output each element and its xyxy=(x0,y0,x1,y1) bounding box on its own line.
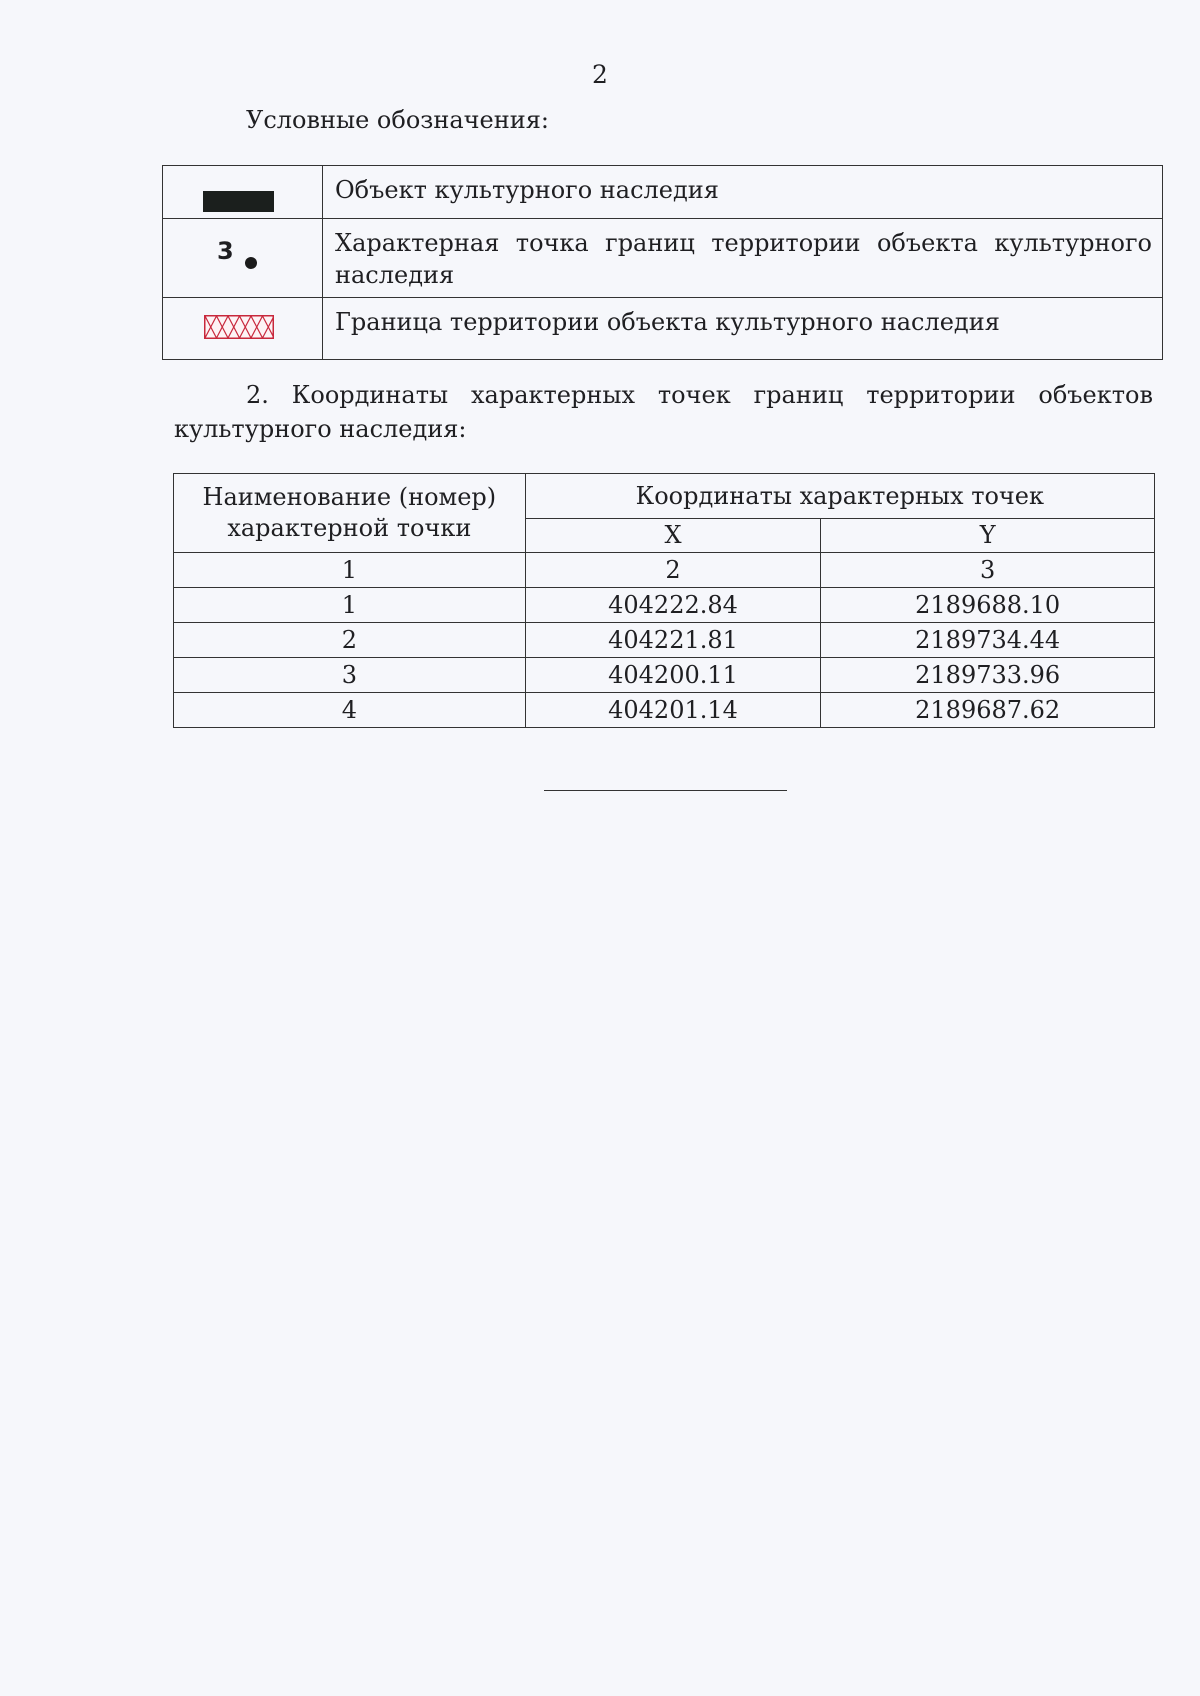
y-coordinate-cell: 2189734.44 xyxy=(821,623,1155,658)
legend-title: Условные обозначения: xyxy=(246,106,549,134)
table-row xyxy=(174,693,1155,728)
point-number-cell: 1 xyxy=(174,588,526,623)
table-row xyxy=(174,623,1155,658)
numbering-cell: 1 xyxy=(174,553,526,588)
filled-rectangle-icon xyxy=(203,191,274,212)
legend-symbol-cell xyxy=(163,298,323,360)
numbering-cell: 3 xyxy=(821,553,1155,588)
y-coordinate-cell: 2189687.62 xyxy=(821,693,1155,728)
legend-row-point xyxy=(163,219,1163,298)
header-x: X xyxy=(525,519,821,553)
x-coordinate-cell: 404222.84 xyxy=(525,588,821,623)
page-number: 2 xyxy=(592,60,608,89)
legend-label-point: Характерная точка границ территории объекта культурного наследия xyxy=(323,219,1163,298)
section-paragraph xyxy=(174,378,1153,446)
legend-symbol-cell xyxy=(163,166,323,219)
x-coordinate-cell: 404201.14 xyxy=(525,693,821,728)
legend-label-object: Объект культурного наследия xyxy=(323,166,1163,219)
point-number-cell: 3 xyxy=(174,658,526,693)
legend-symbol-cell xyxy=(163,219,323,298)
legend-label-boundary: Граница территории объекта культурного наследия xyxy=(323,298,1163,360)
point-dot-icon xyxy=(245,257,257,269)
legend-row-object xyxy=(163,166,1163,219)
point-marker-icon xyxy=(217,237,234,265)
table-header-row xyxy=(174,474,1155,519)
end-divider xyxy=(544,790,787,791)
y-coordinate-cell: 2189688.10 xyxy=(821,588,1155,623)
numbering-cell: 2 xyxy=(525,553,821,588)
header-y: Y xyxy=(821,519,1155,553)
section-paragraph-line1: 2. Координаты характерных точек границ территории объектов xyxy=(246,381,1153,409)
header-point-name: Наименование (номер) характерной точки xyxy=(174,474,526,553)
x-coordinate-cell: 404221.81 xyxy=(525,623,821,658)
point-marker-number: 3 xyxy=(217,237,234,265)
crosshatch-boundary-icon xyxy=(204,315,274,339)
x-coordinate-cell: 404200.11 xyxy=(525,658,821,693)
legend-row-boundary xyxy=(163,298,1163,360)
point-number-cell: 2 xyxy=(174,623,526,658)
section-paragraph-line2: культурного наследия: xyxy=(174,415,467,443)
point-number-cell: 4 xyxy=(174,693,526,728)
y-coordinate-cell: 2189733.96 xyxy=(821,658,1155,693)
table-row xyxy=(174,658,1155,693)
legend-table xyxy=(162,165,1163,360)
header-coordinates: Координаты характерных точек xyxy=(525,474,1154,519)
table-row xyxy=(174,588,1155,623)
table-numbering-row xyxy=(174,553,1155,588)
coordinates-table xyxy=(173,473,1155,728)
